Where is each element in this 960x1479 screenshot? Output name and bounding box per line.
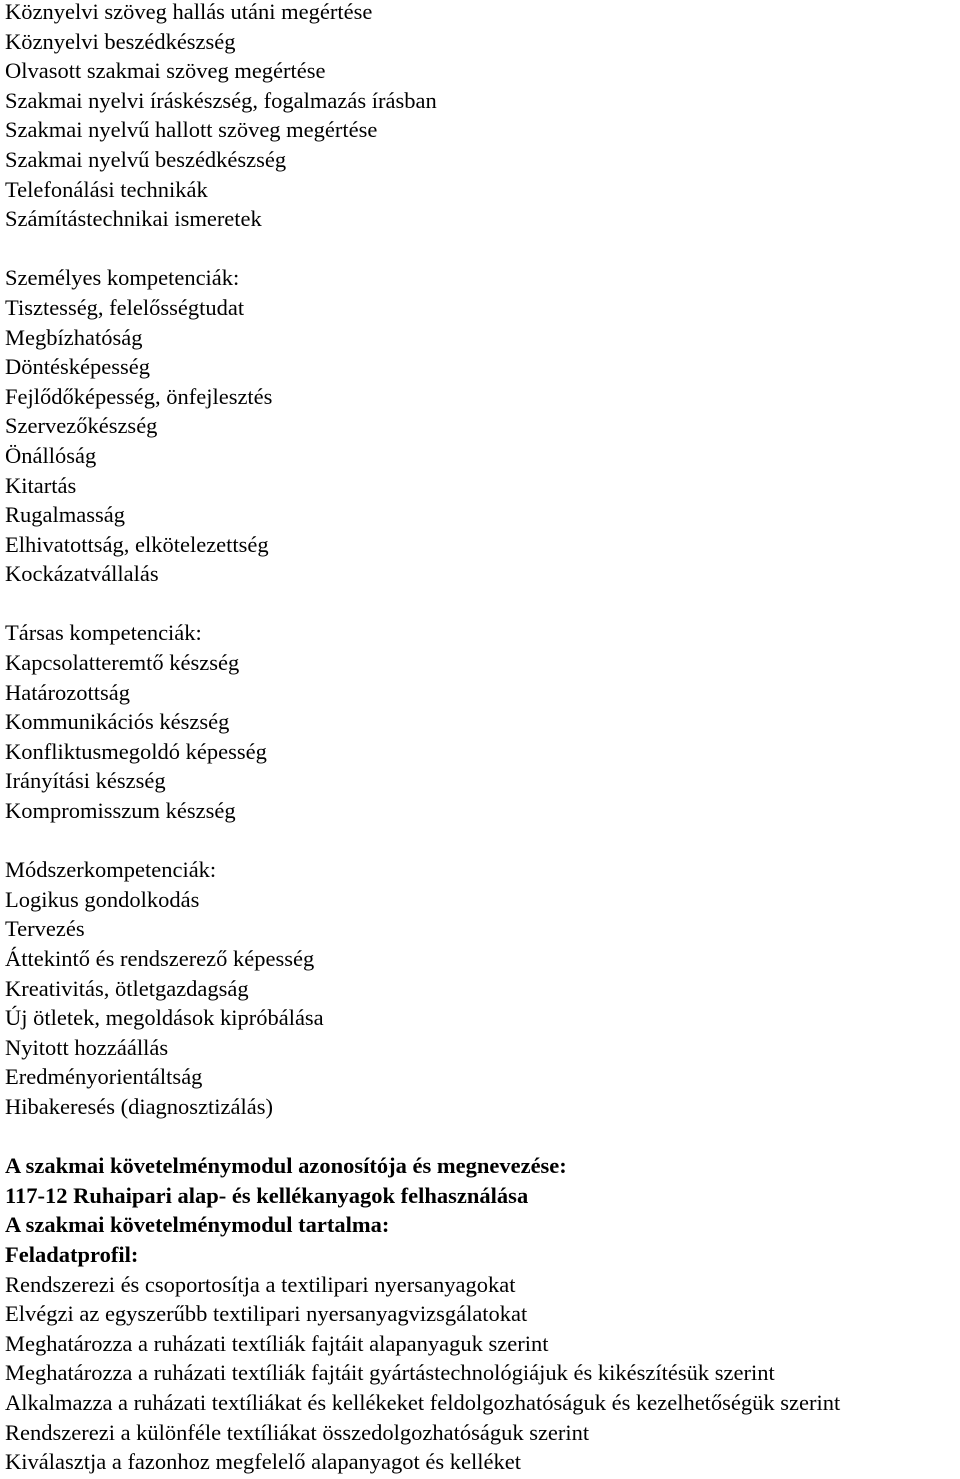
list-item: Konfliktusmegoldó képesség [5,738,267,764]
list-item: Logikus gondolkodás [5,886,200,912]
module-title: 117-12 Ruhaipari alap- és kellékanyagok felhasználása [5,1182,529,1208]
list-item: Szervezőkészség [5,413,158,439]
list-item: Áttekintő és rendszerező képesség [5,946,315,971]
list-item: Hibakeresés (diagnosztizálás) [5,1093,274,1119]
module-content-label: A szakmai követelménymodul tartalma: [5,1212,390,1238]
list-item: Fejlődőképesség, önfejlesztés [5,383,273,409]
task-item: Elvégzi az egyszerűbb textilipari nyersanyagvizsgálatokat [5,1301,528,1327]
list-item: Telefonálási technikák [5,176,208,202]
personal-competencies-section [5,263,955,589]
list-item: Határozottság [5,679,130,705]
social-competencies-section [5,618,955,825]
task-item: Kiválasztja a fazonhoz megfelelő alapanyagot és kelléket [5,1449,522,1475]
list-item: Nyitott hozzáállás [5,1034,169,1060]
task-item: Rendszerezi és csoportosítja a textilipari nyersanyagokat [5,1271,516,1297]
section-spacer [5,1122,955,1152]
list-item: Köznyelvi szöveg hallás utáni megértése [5,0,373,24]
list-item: Irányítási készség [5,768,166,794]
document-page [5,0,955,1477]
language-skills-list [5,0,955,234]
list-item: Megbízhatóság [5,324,143,350]
section-heading: Módszerkompetenciák: [5,857,217,883]
list-item: Számítástechnikai ismeretek [5,206,262,232]
list-item: Olvasott szakmai szöveg megértése [5,58,326,84]
task-item: Meghatározza a ruházati textíliák fajtáit gyártástechnológiájuk és kikészítésük szerint [5,1360,775,1386]
module-section [5,1151,955,1477]
list-item: Rugalmasság [5,502,125,528]
section-spacer [5,589,955,619]
list-item: Kommunikációs készség [5,709,230,735]
list-item: Tervezés [5,916,85,942]
list-item: Eredményorientáltság [5,1064,203,1090]
method-competencies-section [5,855,955,1121]
section-spacer [5,826,955,856]
list-item: Kompromisszum készség [5,798,236,824]
task-item: Rendszerezi a különféle textíliákat összedolgozhatóságuk szerint [5,1419,590,1445]
list-item: Önállóság [5,442,97,468]
list-item: Szakmai nyelvű hallott szöveg megértése [5,117,378,143]
list-item: Döntésképesség [5,354,150,380]
list-item: Kapcsolatteremtő készség [5,650,240,676]
task-profile-label: Feladatprofil: [5,1241,139,1267]
list-item: Kitartás [5,472,77,498]
section-spacer [5,234,955,264]
list-item: Szakmai nyelvi íráskészség, fogalmazás írásban [5,87,437,113]
list-item: Kockázatvállalás [5,561,159,587]
task-item: Alkalmazza a ruházati textíliákat és kellékeket feldolgozhatóságuk és kezelhetőségük szerint [5,1389,841,1415]
list-item: Új ötletek, megoldások kipróbálása [5,1005,324,1031]
list-item: Tisztesség, felelősségtudat [5,294,245,320]
section-heading: Személyes kompetenciák: [5,265,240,291]
list-item: Szakmai nyelvű beszédkészség [5,146,287,172]
section-heading: Társas kompetenciák: [5,620,202,646]
list-item: Elhivatottság, elkötelezettség [5,531,269,557]
list-item: Kreativitás, ötletgazdagság [5,975,249,1001]
module-id-label: A szakmai követelménymodul azonosítója és megnevezése: [5,1153,567,1179]
list-item: Köznyelvi beszédkészség [5,28,236,54]
task-item: Meghatározza a ruházati textíliák fajtáit alapanyaguk szerint [5,1330,549,1356]
